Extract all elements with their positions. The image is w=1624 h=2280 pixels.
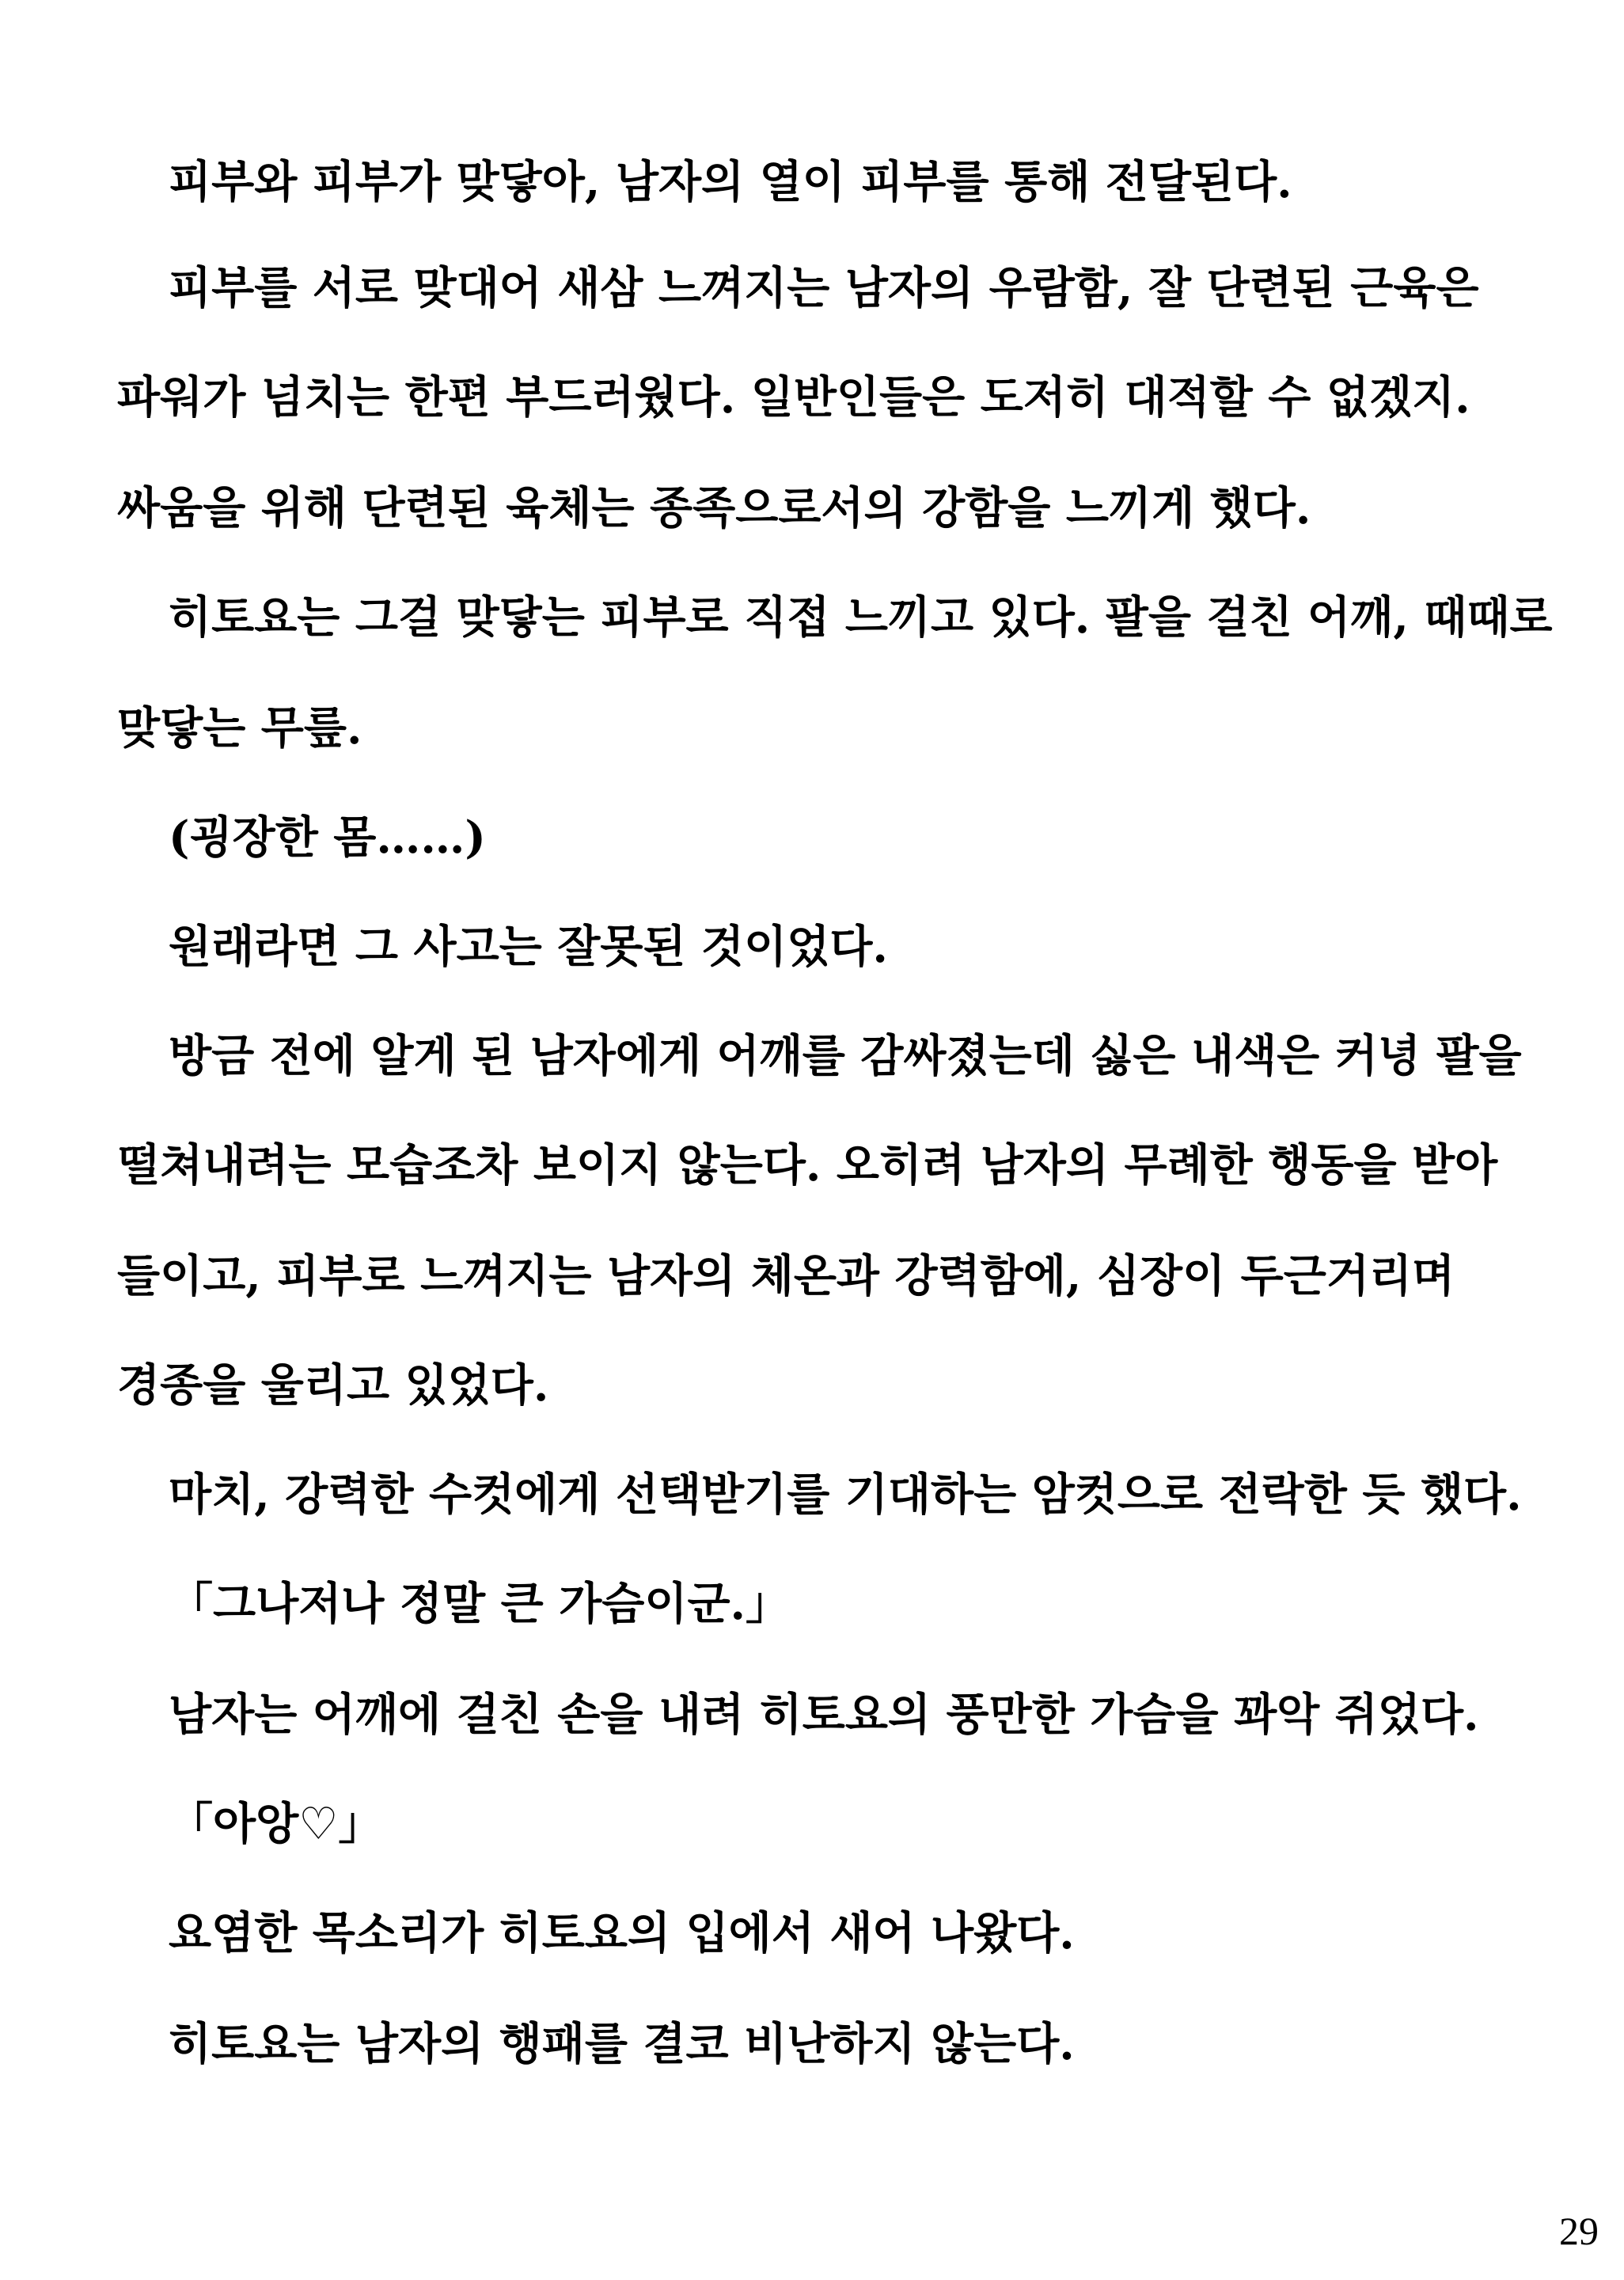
text-line-12: 경종을 울리고 있었다. [117,1359,549,1412]
text-line-9: 방금 전에 알게 된 남자에게 어깨를 감싸졌는데 싫은 내색은 커녕 팔을 [169,1030,1522,1082]
text-line-16: 「아앙♡」 [169,1798,383,1850]
text-line-4: 싸움을 위해 단련된 육체는 종족으로서의 강함을 느끼게 했다. [117,482,1311,534]
text-line-15: 남자는 어깨에 걸친 손을 내려 히토요의 풍만한 가슴을 꽈악 쥐었다. [169,1689,1479,1741]
text-line-14: 「그나저나 정말 큰 가슴이군.」 [169,1578,791,1630]
text-line-10: 떨쳐내려는 모습조차 보이지 않는다. 오히려 남자의 무례한 행동을 받아 [117,1139,1498,1191]
text-line-7: (굉장한 몸……) [169,811,486,864]
text-line-2: 피부를 서로 맞대어 새삼 느껴지는 남자의 우람함, 잘 단련된 근육은 [169,262,1479,314]
text-line-3: 파워가 넘치는 한편 부드러웠다. 일반인들은 도저히 대적할 수 없겠지. [117,371,1470,424]
text-line-5: 히토요는 그걸 맞닿는 피부로 직접 느끼고 있다. 팔을 걸친 어깨, 때때로 [169,591,1553,644]
text-line-11: 들이고, 피부로 느껴지는 남자의 체온과 강력함에, 심장이 두근거리며 [117,1250,1455,1302]
text-line-18: 히토요는 남자의 행패를 결코 비난하지 않는다. [169,2018,1075,2070]
page-number: 29 [1559,2209,1599,2253]
text-line-6: 맞닿는 무릎. [117,702,362,754]
text-line-13: 마치, 강력한 수컷에게 선택받기를 기대하는 암컷으로 전락한 듯 했다. [169,1469,1522,1521]
text-line-1: 피부와 피부가 맞닿아, 남자의 열이 피부를 통해 전달된다. [169,156,1292,208]
text-line-8: 원래라면 그 사고는 잘못된 것이었다. [169,921,888,973]
text-line-17: 요염한 목소리가 히토요의 입에서 새어 나왔다. [169,1907,1075,1959]
